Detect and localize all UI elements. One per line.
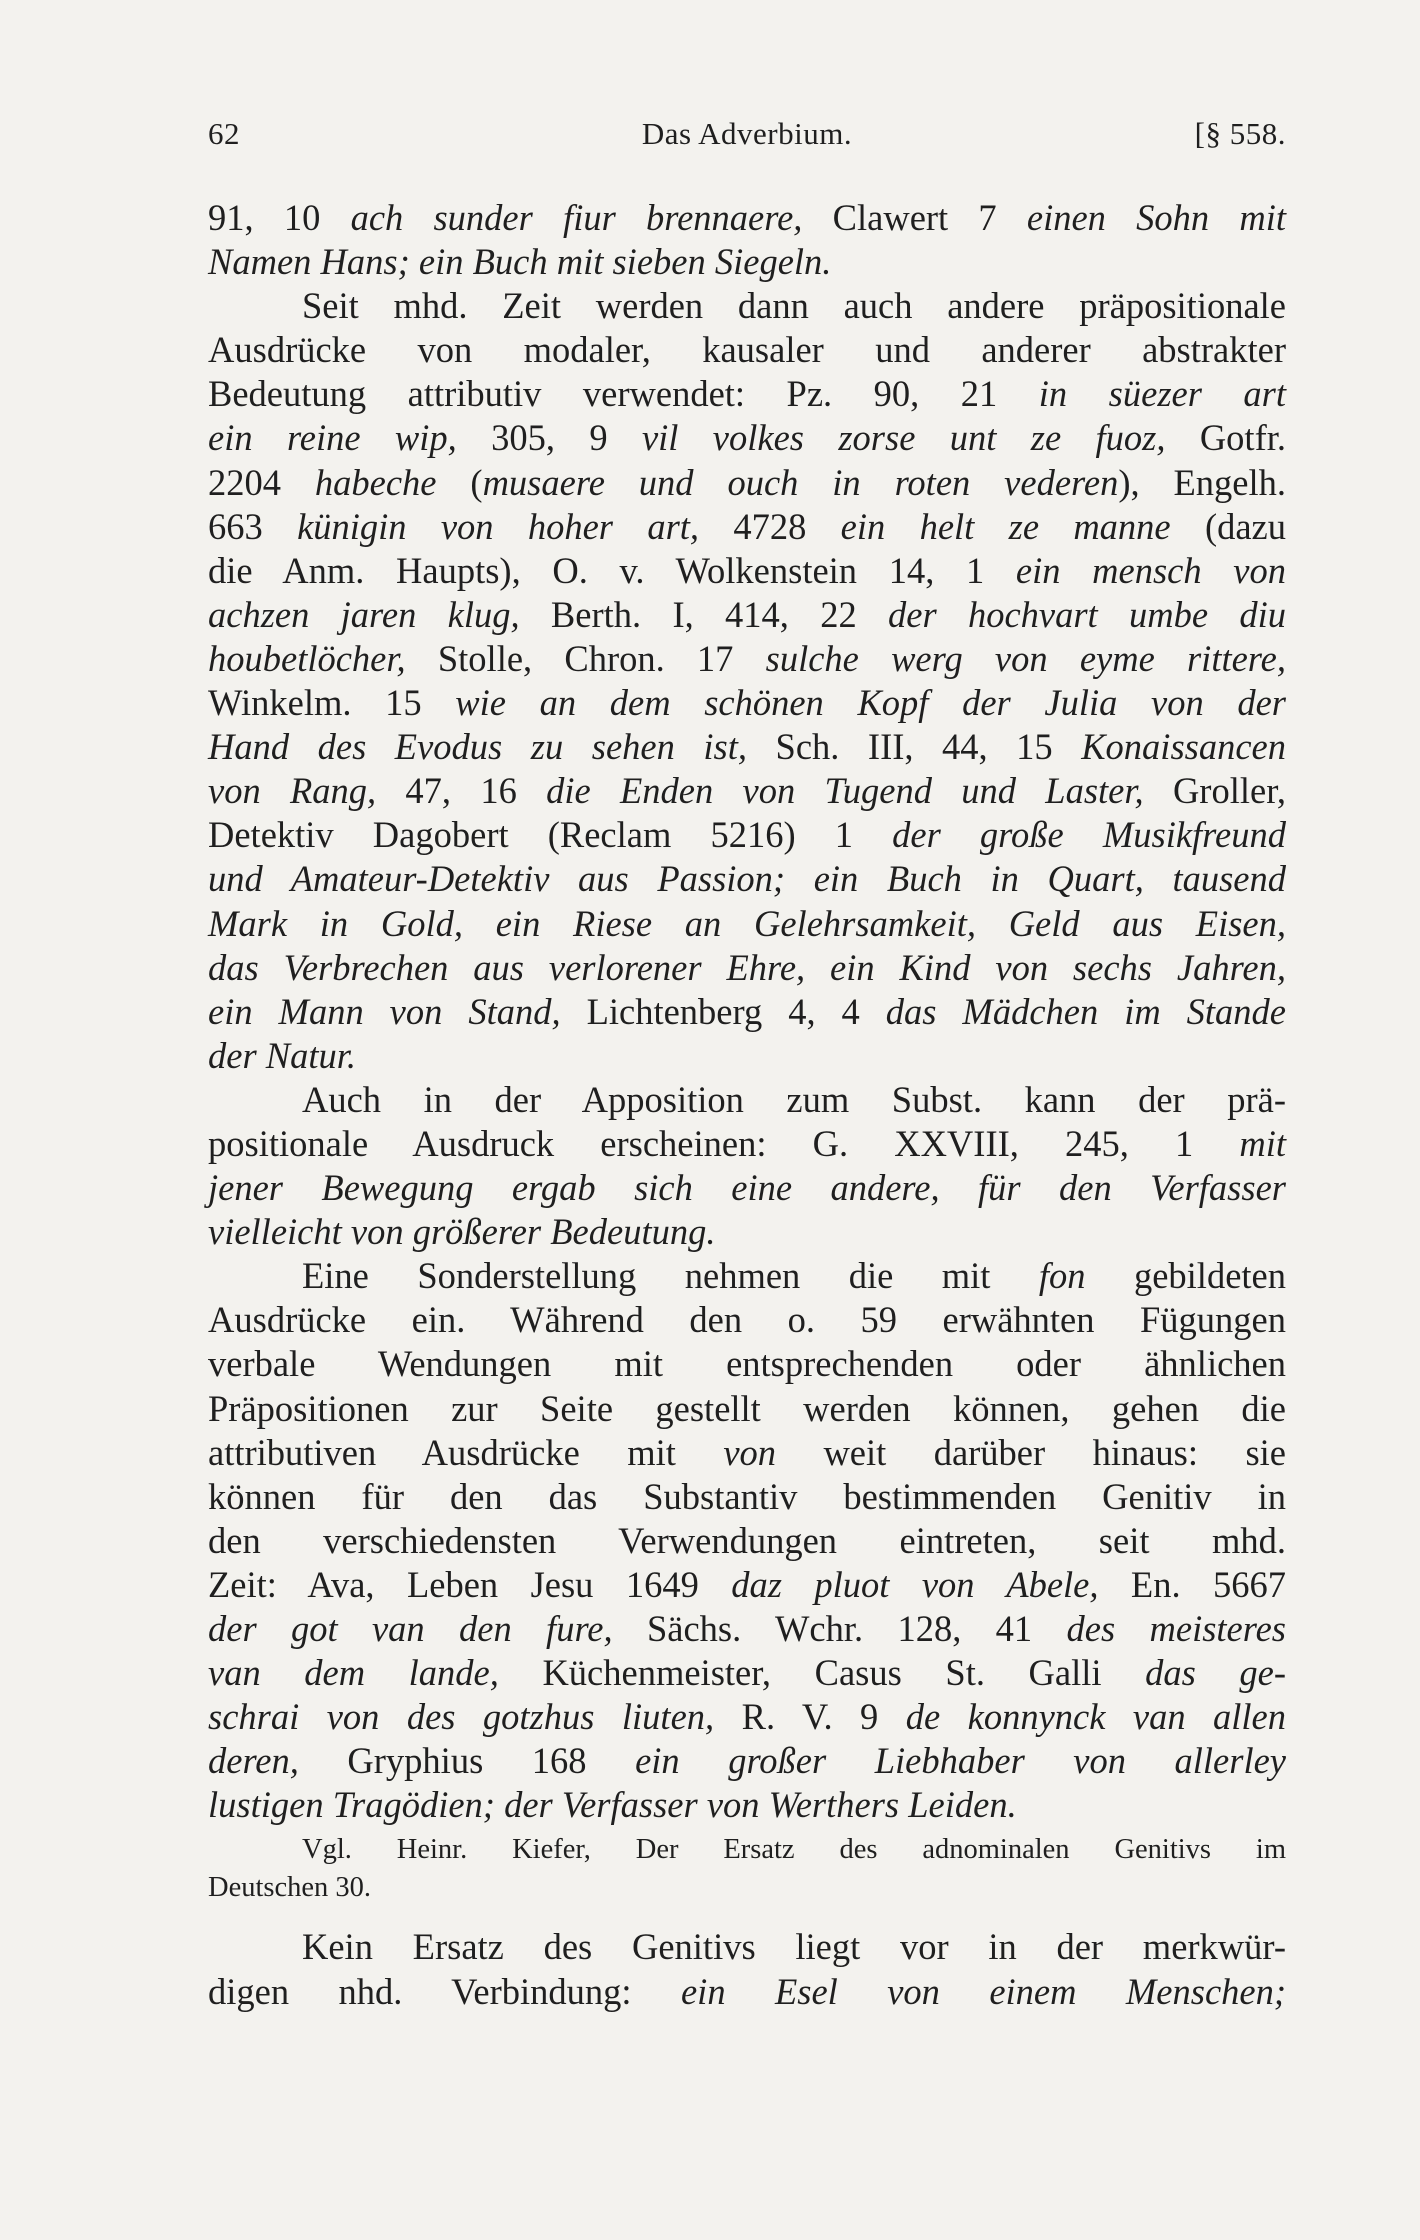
roman-text: (dazu	[1170, 505, 1287, 547]
roman-text: Groller,	[1143, 770, 1287, 812]
text-line	[208, 1342, 1286, 1386]
italic-text: und Amateur-Detektiv aus Passion; ein Buch in Quart, tausend	[208, 858, 1286, 900]
text-line	[208, 196, 1286, 240]
roman-text: 305, 9	[456, 417, 642, 459]
italic-text: das Verbrechen aus verlorener Ehre, ein Kind von sechs Jahren,	[208, 946, 1286, 988]
text-line	[208, 1431, 1286, 1475]
text-line	[208, 1563, 1286, 1607]
roman-text: Präpositionen zur Seite gestellt werden können, gehen die	[208, 1387, 1286, 1429]
italic-text: schrai von des gotzhus liuten,	[208, 1696, 715, 1738]
italic-text: von Rang,	[208, 770, 377, 812]
roman-text: digen nhd. Verbindung:	[208, 1970, 681, 2012]
text-line	[208, 857, 1286, 901]
text-line	[208, 813, 1286, 857]
italic-text: der got van den fure,	[208, 1608, 613, 1649]
italic-text: einen Sohn mit	[1026, 197, 1287, 238]
text-line	[208, 990, 1286, 1034]
roman-text: die Anm. Haupts), O. v. Wolkenstein 14, 1	[208, 549, 1016, 591]
text-line	[208, 1519, 1286, 1563]
italic-text: ein Esel von einem Menschen;	[680, 1970, 1286, 2012]
roman-text: gebildeten	[1085, 1255, 1286, 1297]
italic-text: ein Mann von Stand,	[208, 990, 561, 1032]
italic-text: daz pluot von Abele,	[731, 1563, 1099, 1605]
text-line	[208, 946, 1286, 990]
text-line	[208, 284, 1286, 328]
text-line	[208, 1475, 1286, 1519]
roman-text: Ausdrücke von modaler, kausaler und anderer abstrakter	[208, 329, 1286, 371]
roman-text: weit darüber hinaus: sie	[776, 1431, 1286, 1473]
text-line	[208, 1970, 1286, 2014]
italic-text: ein großer Liebhaber von allerley	[635, 1740, 1286, 1782]
roman-text: Bedeutung attributiv verwendet: Pz. 90, 21	[208, 373, 1039, 415]
roman-text: 663	[208, 505, 298, 547]
italic-text: musaere und ouch in roten vederen	[482, 461, 1119, 503]
roman-text: Eine Sonderstellung nehmen die mit	[302, 1255, 1039, 1297]
page-number: 62	[208, 116, 240, 151]
roman-text: Sächs. Wchr. 128, 41	[612, 1608, 1067, 1649]
text-line	[208, 593, 1286, 637]
roman-text: Clawert 7	[802, 197, 1027, 238]
roman-text: Vgl. Heinr. Kiefer, Der Ersatz des adnominalen Genitivs im	[302, 1834, 1286, 1866]
roman-text: (	[436, 461, 483, 503]
roman-text: können für den das Substantiv bestimmenden Genitiv in	[208, 1475, 1286, 1517]
roman-text: 47, 16	[376, 770, 547, 812]
italic-text: houbetlöcher,	[208, 637, 406, 679]
body-text	[208, 196, 1286, 2014]
text-line	[208, 1298, 1286, 1342]
italic-text: Namen Hans; ein Buch mit sieben Siegeln.	[208, 241, 832, 283]
text-line	[208, 549, 1286, 593]
roman-text: En. 5667	[1098, 1563, 1286, 1605]
text-line	[208, 1925, 1286, 1969]
italic-text: ein helt ze manne	[840, 505, 1171, 547]
text-line	[208, 681, 1286, 725]
italic-text: der große Musikfreund	[892, 814, 1286, 856]
roman-text: Winkelm. 15	[208, 682, 456, 724]
italic-text: ein mensch von	[1015, 549, 1286, 591]
italic-text: Konaissancen	[1081, 726, 1286, 768]
text-line	[208, 416, 1286, 460]
italic-text: der Natur.	[208, 1034, 357, 1076]
roman-text: Auch in der Apposition zum Subst. kann der prä-	[302, 1078, 1286, 1120]
section-marker: [§ 558.	[1194, 116, 1286, 151]
roman-text: Küchenmeister, Casus St. Galli	[498, 1652, 1146, 1694]
text-line	[208, 1166, 1286, 1210]
roman-text: ), Engelh.	[1118, 461, 1287, 503]
text-line	[208, 902, 1286, 946]
roman-text: Detektiv Dagobert (Reclam 5216) 1	[208, 814, 893, 856]
italic-text: des meisteres	[1066, 1608, 1287, 1649]
roman-text: 2204	[208, 461, 315, 503]
text-line	[208, 769, 1286, 813]
italic-text: deren,	[208, 1740, 299, 1782]
roman-text: Deutschen 30.	[208, 1872, 372, 1904]
italic-text: sulche werg von eyme rittere,	[765, 637, 1286, 679]
italic-text: die Enden von Tugend und Laster,	[546, 770, 1144, 812]
roman-text: R. V. 9	[714, 1696, 906, 1738]
italic-text: das Mädchen im Stande	[885, 990, 1286, 1032]
italic-text: lustigen Tragödien; der Verfasser von Werthers Leiden.	[208, 1784, 1017, 1826]
roman-text: Kein Ersatz des Genitivs liegt vor in der merkwür-	[302, 1926, 1286, 1968]
text-line	[208, 1387, 1286, 1431]
italic-text: ach sunder fiur brennaere,	[350, 197, 803, 238]
text-line	[208, 725, 1286, 769]
italic-text: der hochvart umbe diu	[888, 593, 1287, 635]
roman-text: Stolle, Chron. 17	[405, 637, 766, 679]
italic-text: ein reine wip,	[208, 417, 457, 459]
italic-text: fon	[1038, 1255, 1086, 1297]
italic-text: das ge-	[1145, 1652, 1286, 1694]
roman-text: Ausdrücke ein. Während den o. 59 erwähnten Fügungen	[208, 1299, 1286, 1341]
text-line	[208, 1783, 1286, 1827]
text-line	[208, 505, 1286, 549]
italic-text: von	[723, 1431, 777, 1473]
roman-text: attributiven Ausdrücke mit	[208, 1431, 724, 1473]
italic-text: Hand des Evodus zu sehen ist,	[208, 726, 747, 768]
roman-text: 4728	[699, 505, 841, 547]
text-line	[208, 637, 1286, 681]
roman-text: Seit mhd. Zeit werden dann auch andere präpositionale	[302, 285, 1286, 327]
text-line	[208, 1078, 1286, 1122]
text-line	[208, 1607, 1286, 1651]
italic-text: in süezer art	[1038, 373, 1287, 415]
italic-text: mit	[1239, 1122, 1286, 1164]
text-line	[208, 1651, 1286, 1695]
roman-text: Gotfr.	[1165, 417, 1286, 459]
roman-text: 91, 10	[208, 197, 351, 238]
italic-text: habeche	[314, 461, 437, 503]
roman-text: Lichtenberg 4, 4	[560, 990, 886, 1032]
running-title: Das Adverbium.	[641, 116, 853, 151]
roman-text: Berth. I, 414, 22	[519, 593, 888, 635]
text-line	[208, 372, 1286, 416]
roman-text: verbale Wendungen mit entsprechenden oder ähnlichen	[208, 1343, 1286, 1385]
roman-text: den verschiedensten Verwendungen eintreten, seit mhd.	[208, 1519, 1286, 1561]
italic-text: vil volkes zorse unt ze fuoz,	[641, 417, 1166, 459]
italic-text: achzen jaren klug,	[208, 593, 520, 635]
text-line	[208, 1695, 1286, 1739]
roman-text: Gryphius 168	[298, 1740, 636, 1782]
roman-text: Sch. III, 44, 15	[747, 726, 1082, 768]
text-line	[208, 1210, 1286, 1254]
text-line	[208, 1739, 1286, 1783]
text-line	[208, 461, 1286, 505]
text-line	[208, 1122, 1286, 1166]
italic-text: Mark in Gold, ein Riese an Gelehrsamkeit, Geld aus Eisen,	[208, 902, 1286, 944]
italic-text: wie an dem schönen Kopf der Julia von der	[455, 682, 1286, 724]
italic-text: jener Bewegung ergab sich eine andere, für den Verfasser	[208, 1167, 1286, 1209]
italic-text: de konnynck van allen	[905, 1696, 1286, 1738]
text-line	[208, 1869, 1286, 1907]
text-line	[208, 1254, 1286, 1298]
italic-text: van dem lande,	[208, 1652, 499, 1694]
italic-text: vielleicht von größerer Bedeutung.	[208, 1211, 716, 1253]
text-line	[208, 1831, 1286, 1869]
text-line	[208, 328, 1286, 372]
text-line	[208, 1034, 1286, 1078]
roman-text: Zeit: Ava, Leben Jesu 1649	[208, 1563, 732, 1605]
italic-text: künigin von hoher art,	[297, 505, 700, 547]
roman-text: positionale Ausdruck erscheinen: G. XXVIII, 245, 1	[208, 1122, 1240, 1164]
text-line	[208, 240, 1286, 284]
